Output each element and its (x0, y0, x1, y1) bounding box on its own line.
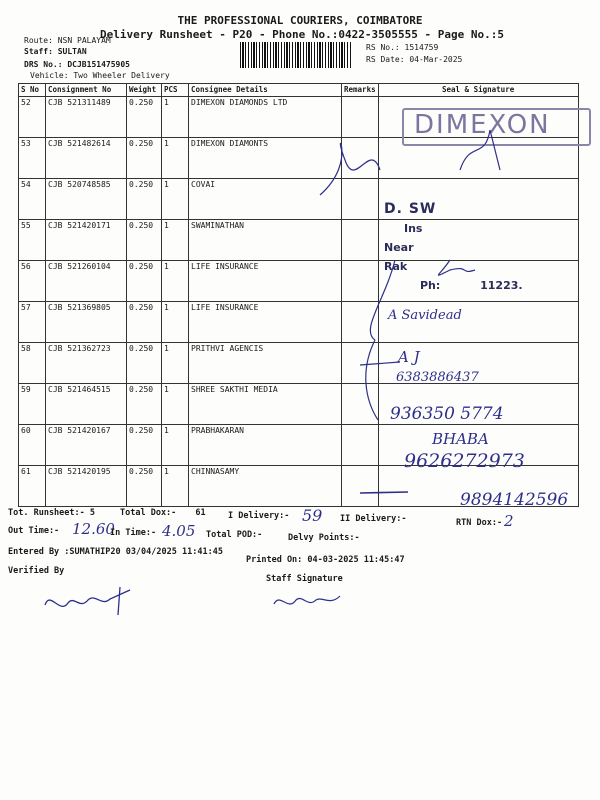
drs-line (24, 60, 130, 69)
consignment-cell: CJB 521420167 (46, 425, 127, 466)
out-time-value: 12.60 (72, 520, 115, 538)
stamp-line-1: D. SW (384, 201, 437, 217)
consignee-cell: DIMEXON DIAMONTS (189, 138, 342, 179)
route-value: NSN PALAYAM (57, 36, 111, 45)
vehicle-line: Vehicle: Two Wheeler Delivery (30, 71, 170, 80)
tot-runsheet: Tot. Runsheet:- 5 (8, 508, 95, 518)
staff-signature (270, 588, 350, 616)
hw-phone-61: 9894142596 (460, 490, 569, 510)
rs-no-label: RS No.: (366, 43, 400, 52)
pcs-cell: 1 (162, 343, 189, 384)
pcs-cell: 1 (162, 261, 189, 302)
col-consignee: Consignee Details (189, 84, 342, 97)
i-delivery-label: I Delivery:- (228, 511, 290, 521)
rtn-dox-value: 2 (504, 512, 514, 530)
consignee-cell: PRITHVI AGENCIS (189, 343, 342, 384)
hw-name-58: A J (398, 348, 420, 366)
weight-cell: 0.250 (127, 138, 162, 179)
pcs-cell: 1 (162, 97, 189, 138)
staff-value: SULTAN (57, 47, 87, 56)
weight-cell: 0.250 (127, 425, 162, 466)
sno-cell: 55 (19, 220, 46, 261)
hw-phone-59: 936350 5774 (390, 404, 504, 424)
ii-delivery-label: II Delivery:- (340, 514, 407, 524)
col-remarks: Remarks (342, 84, 379, 97)
pcs-cell: 1 (162, 220, 189, 261)
total-dox-value: 61 (195, 508, 206, 518)
sno-cell: 53 (19, 138, 46, 179)
total-dox-line (120, 508, 206, 518)
consignment-cell: CJB 521464515 (46, 384, 127, 425)
drs-value: DCJB151475905 (67, 60, 130, 69)
entered-by: Entered By :SUMATHIP20 03/04/2025 11:41:45 (8, 547, 223, 557)
stamp-phone-tail: 11223. (480, 279, 523, 292)
weight-cell: 0.250 (127, 179, 162, 220)
sno-cell: 52 (19, 97, 46, 138)
hw-phone-60: 9626272973 (404, 450, 525, 472)
staff-label: Staff: (24, 47, 53, 56)
barcode (240, 42, 352, 68)
company-name: THE PROFESSIONAL COURIERS, COIMBATORE (177, 14, 423, 27)
consignment-cell: CJB 521362723 (46, 343, 127, 384)
stamp-line-2: Ins (404, 222, 423, 235)
verified-signature (40, 585, 160, 621)
col-weight: Weight (127, 84, 162, 97)
sno-cell: 54 (19, 179, 46, 220)
in-time-value: 4.05 (162, 522, 196, 540)
delvy-points-label: Delvy Points:- (288, 533, 360, 543)
total-dox-label: Total Dox:- (120, 508, 177, 518)
sno-cell: 57 (19, 302, 46, 343)
consignee-cell: PRABHAKARAN (189, 425, 342, 466)
pcs-cell: 1 (162, 302, 189, 343)
consignee-cell: COVAI (189, 179, 342, 220)
pcs-cell: 1 (162, 384, 189, 425)
rs-no-value: 1514759 (404, 43, 439, 52)
consignee-cell: LIFE INSURANCE (189, 261, 342, 302)
staff-line (24, 47, 87, 56)
consignment-cell: CJB 521420171 (46, 220, 127, 261)
out-time-label: Out Time:- (8, 526, 60, 536)
drs-label: DRS No.: (24, 60, 63, 69)
weight-cell: 0.250 (127, 261, 162, 302)
consignment-cell: CJB 520748585 (46, 179, 127, 220)
consignee-cell: LIFE INSURANCE (189, 302, 342, 343)
stamp-line-3: Near (384, 241, 414, 254)
rs-date-value: 04-Mar-2025 (409, 55, 463, 64)
sno-cell: 56 (19, 261, 46, 302)
stamp-phone-label: Ph: (420, 279, 445, 292)
col-seal: Seal & Signature (378, 84, 578, 97)
consignee-cell: SWAMINATHAN (189, 220, 342, 261)
sno-cell: 59 (19, 384, 46, 425)
verified-by-label: Verified By (8, 566, 65, 576)
weight-cell: 0.250 (127, 97, 162, 138)
printed-on: Printed On: 04-03-2025 11:45:47 (246, 555, 405, 565)
weight-cell: 0.250 (127, 343, 162, 384)
route-label: Route: (24, 36, 53, 45)
consignment-cell: CJB 521369805 (46, 302, 127, 343)
col-sno: S No (19, 84, 46, 97)
rtn-dox-label: RTN Dox:- (456, 518, 503, 528)
col-consignment: Consignment No (46, 84, 127, 97)
stamp-line-4: Rak (384, 260, 408, 273)
weight-cell: 0.250 (127, 466, 162, 507)
total-pod-label: Total POD:- (206, 530, 263, 540)
route-line (24, 36, 111, 45)
weight-cell: 0.250 (127, 384, 162, 425)
pcs-cell: 1 (162, 138, 189, 179)
hw-name-60: BHABA (432, 430, 489, 448)
hw-phone-58: 6383886437 (396, 370, 479, 385)
consignment-cell: CJB 521311489 (46, 97, 127, 138)
consignment-cell: CJB 521420195 (46, 466, 127, 507)
table-header-row (19, 84, 579, 97)
col-pcs: PCS (162, 84, 189, 97)
rs-date-line (366, 55, 462, 64)
rs-no-line (366, 43, 438, 52)
sno-cell: 58 (19, 343, 46, 384)
hw-signature-55: A Savidead (388, 308, 462, 323)
weight-cell: 0.250 (127, 220, 162, 261)
pcs-cell: 1 (162, 425, 189, 466)
consignment-cell: CJB 521482614 (46, 138, 127, 179)
sno-cell: 61 (19, 466, 46, 507)
in-time-label: In Time:- (110, 528, 157, 538)
weight-cell: 0.250 (127, 302, 162, 343)
runsheet-title: Delivery Runsheet - P20 - Phone No.:0422-3505555 - Page No.:5 (100, 28, 504, 41)
staff-signature-label: Staff Signature (266, 574, 343, 584)
pcs-cell: 1 (162, 179, 189, 220)
consignee-cell: CHINNASAMY (189, 466, 342, 507)
consignment-cell: CJB 521260104 (46, 261, 127, 302)
i-delivery-value: 59 (302, 506, 323, 525)
dimexon-stamp: DIMEXON (402, 108, 591, 146)
consignee-cell: DIMEXON DIAMONDS LTD (189, 97, 342, 138)
sno-cell: 60 (19, 425, 46, 466)
pcs-cell: 1 (162, 466, 189, 507)
consignee-cell: SHREE SAKTHI MEDIA (189, 384, 342, 425)
rs-date-label: RS Date: (366, 55, 405, 64)
